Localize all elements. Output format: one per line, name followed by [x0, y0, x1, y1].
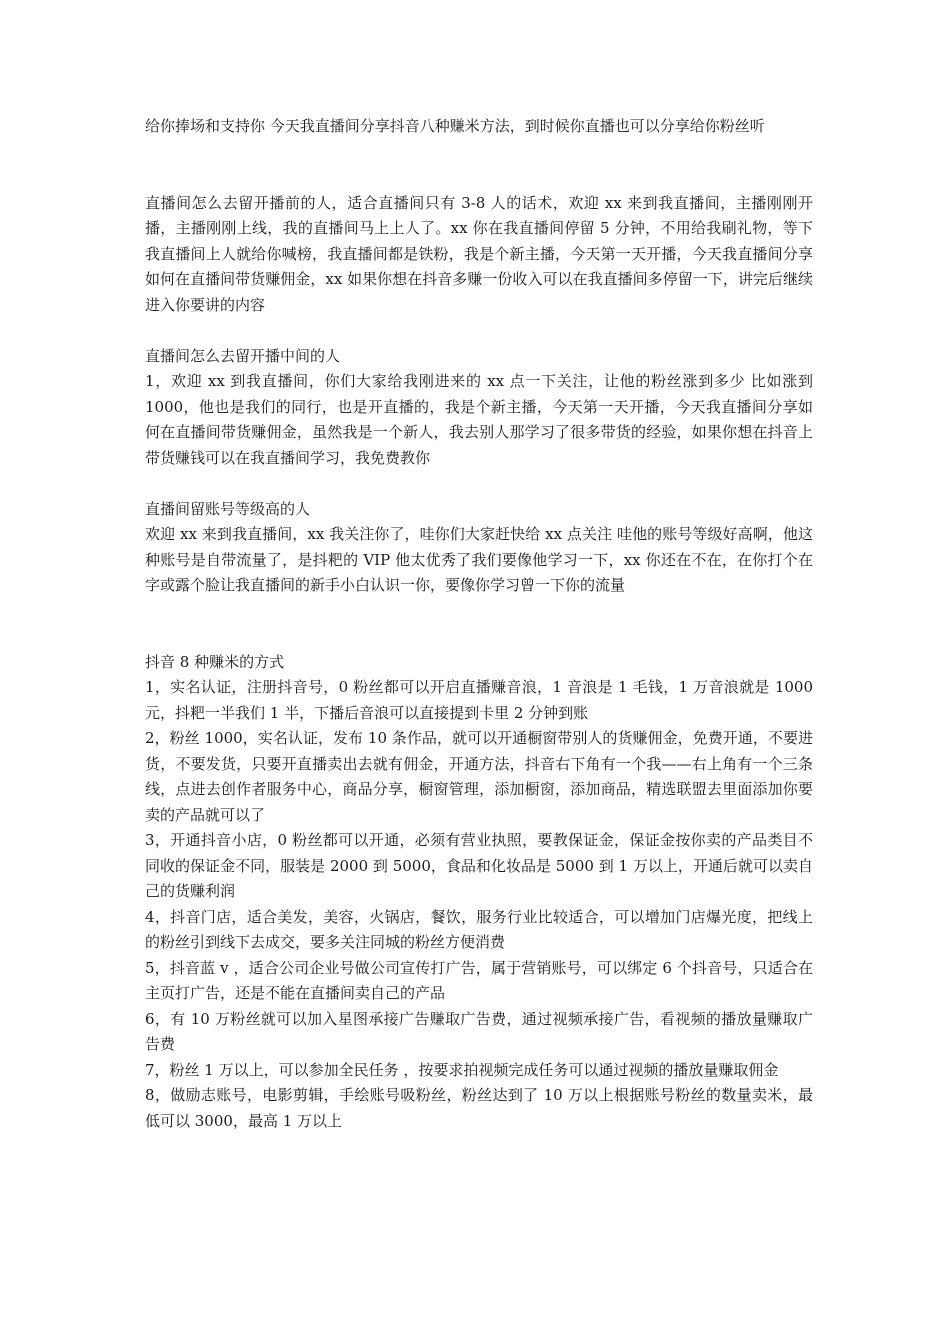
list-item: 8，做励志账号，电影剪辑，手绘账号吸粉丝，粉丝达到了 10 万以上根据账号粉丝的数量卖米，最低可以 3000，最高 1 万以上 — [145, 1086, 813, 1130]
list-item: 3，开通抖音小店，0 粉丝都可以开通，必须有营业执照，要教保证金，保证金按你卖的产品类目不同收的保证金不同，服装是 2000 到 5000，食品和化妆品是 5000 到 1 万以上，开通后就可以卖自己的货赚利润 — [145, 831, 813, 900]
section-body: 欢迎 xx 来到我直播间，xx 我关注你了，哇你们大家赶快给 xx 点关注 哇他的账号等级好高啊，他这种账号是自带流量了，是抖粑的 VIP 他太优秀了我们要像他学习一下，xx 你还在不在，在你打个在字或露个脸让我直播间的新手小白认识一你，要像你学习曾一下你的流量 — [145, 525, 813, 594]
spacer — [145, 599, 813, 650]
list-item: 2，粉丝 1000，实名认证，发布 10 条作品，就可以开通橱窗带别人的货赚佣金，免费开通，不要进货，不要发货，只要开直播卖出去就有佣金，开通方法，抖音右下角有一个我——右上角有一个三条线，点进去创作者服务中心，商品分享，橱窗管理，添加橱窗，添加商品，精选联盟去里面添加你要卖的产品就可以了 — [145, 729, 813, 824]
list-item: 4，抖音门店，适合美发，美容，火锅店，餐饮，服务行业比较适合，可以增加门店爆光度，把线上的粉丝引到线下去成交，要多关注同城的粉丝方便消费 — [145, 907, 813, 951]
list-item: 1，实名认证，注册抖音号，0 粉丝都可以开启直播赚音浪，1 音浪是 1 毛钱，1 万音浪就是 1000 元，抖粑一半我们 1 半，下播后音浪可以直接提到卡里 2 分钟到账 — [145, 678, 813, 722]
spacer — [145, 471, 813, 497]
section-before-stream — [145, 191, 813, 319]
section-body: 1，欢迎 xx 到我直播间，你们大家给我刚进来的 xx 点一下关注，让他的粉丝涨到多少 比如涨到 1000，他也是我们的同行，也是开直播的，我是个新主播，今天第一天开播，今天我直播间分享如何在直播间带货赚佣金，虽然我是一个新人，我去别人那学习了很多带货的经验，如果你想在抖音上带货赚钱可以在我直播间学习，我免费教你 — [145, 372, 813, 467]
section-high-level-accounts — [145, 497, 813, 599]
section-body: 直播间怎么去留开播前的人，适合直播间只有 3-8 人的话术，欢迎 xx 来到我直播间，主播刚刚开播，主播刚刚上线，我的直播间马上上人了。xx 你在我直播间停留 5 分钟，不用给我刷礼物，等下我直播间上人就给你喊榜，我直播间都是铁粉，我是个新主播，今天第一天开播，今天我直播间分享如何在直播间带货赚佣金，xx 如果你想在抖音多赚一份收入可以在我直播间多停留一下，讲完后继续进入你要讲的内容 — [145, 193, 813, 314]
list-item: 6，有 10 万粉丝就可以加入星图承接广告赚取广告费，通过视频承接广告，看视频的播放量赚取广告费 — [145, 1009, 813, 1053]
intro-paragraph: 给你捧场和支持你 今天我直播间分享抖音八种赚米方法，到时候你直播也可以分享给你粉丝听 — [145, 117, 765, 135]
list-item: 7，粉丝 1 万以上，可以参加全民任务 ，按要求拍视频完成任务可以通过视频的播放量赚取佣金 — [145, 1060, 779, 1079]
document-body — [145, 114, 813, 1134]
spacer — [145, 140, 813, 191]
section-mid-stream — [145, 344, 813, 472]
section-title: 直播间怎么去留开播中间的人 — [145, 346, 341, 365]
section-title: 直播间留账号等级高的人 — [145, 499, 311, 518]
list-item: 5，抖音蓝 v ，适合公司企业号做公司宣传打广告，属于营销账号，可以绑定 6 个抖音号，只适合在主页打广告，还是不能在直播间卖自己的产品 — [145, 958, 813, 1002]
section-title: 抖音 8 种赚米的方式 — [145, 652, 285, 671]
spacer — [145, 318, 813, 344]
section-eight-ways — [145, 650, 813, 1135]
